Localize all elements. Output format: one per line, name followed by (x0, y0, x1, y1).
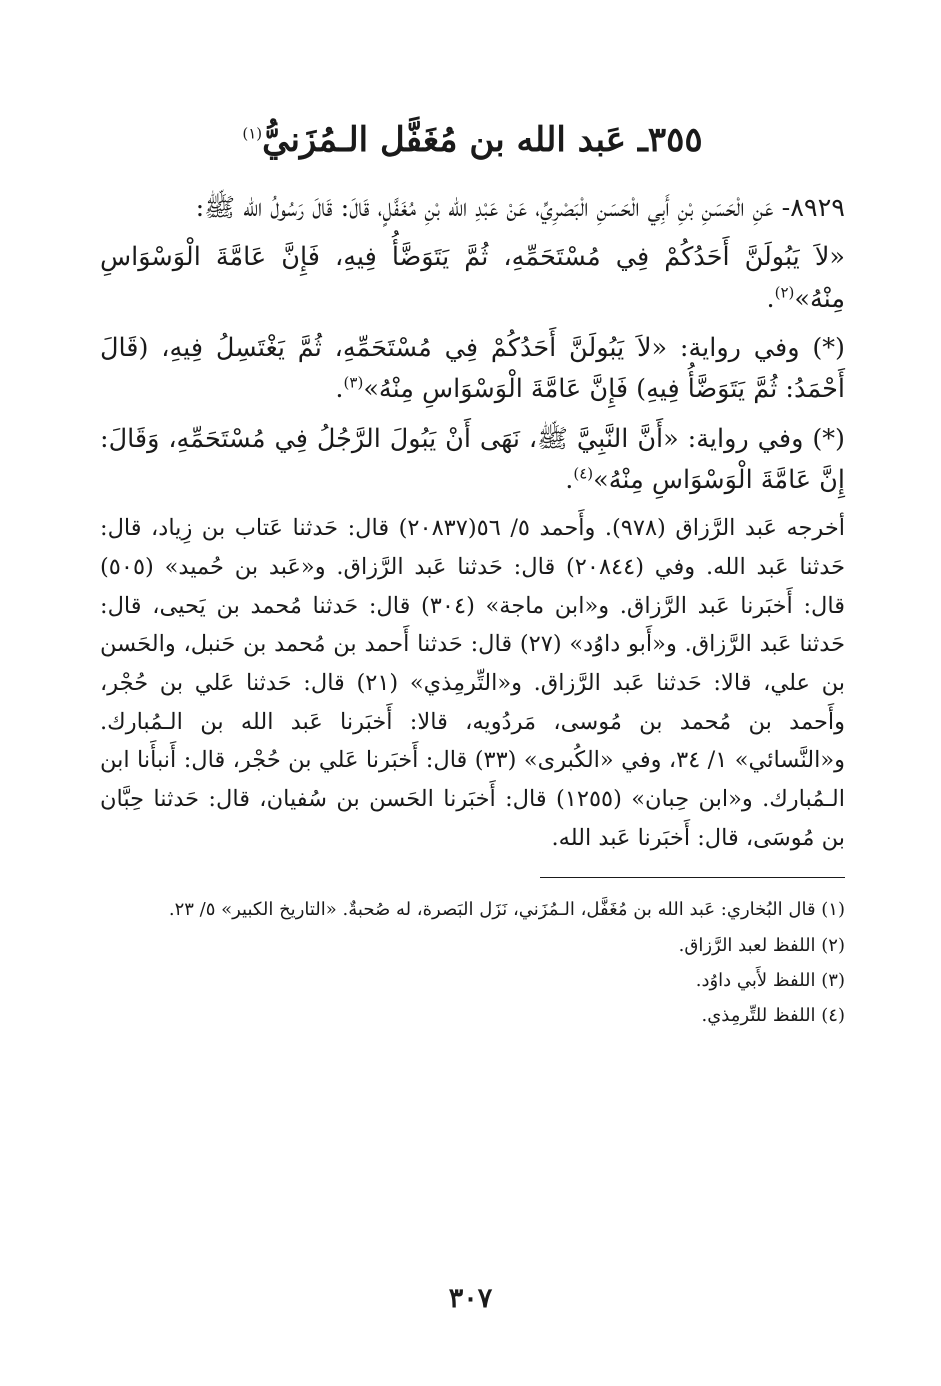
footnote-separator (540, 877, 845, 878)
footnote-3: (٣) اللفظ لأَبي داوُد. (695, 969, 845, 991)
footnote-ref-2: (٢) (774, 283, 795, 302)
footnote-1: (١) قال البُخاري: عَبد الله بن مُغَفَّل، الـمُزَني، نَزَل البَصرة، له صُحبةٌ. «التاريخ الكبير» ٥/ ٢٣. (168, 899, 845, 921)
hadith-isnad: ٨٩٢٩- عَنِ الْحَسَنِ بْنِ أَبِي الْحَسَنِ الْبَصْرِيِّ، عَنْ عَبْدِ الله بْنِ مُغَفَّلٍ، قَالَ: قَالَ رَسُولُ الله ﷺ: (195, 193, 845, 224)
page-number: ٣٠٧ (448, 1283, 493, 1314)
footnote-ref-1: (١) (242, 124, 263, 143)
footnotes (100, 892, 845, 1032)
chapter-title (100, 118, 845, 162)
riwaya-1-text: (*) وفي رواية: «لاَ يَبُولَنَّ أَحَدُكُمْ فِي مُسْتَحَمِّهِ، ثُمَّ يَغْتَسِلُ فِيهِ، (قَالَ أَحْمَدُ: ثُمَّ يَتَوَضَّأُ فِيهِ) فَإِنَّ عَامَّةَ الْوَسْوَاسِ مِنْهُ» (100, 333, 845, 405)
footnote-2: (٢) اللفظ لعبد الرَّزاق. (678, 934, 845, 956)
riwaya-1 (100, 328, 845, 411)
hadith-matn-end: . (766, 283, 775, 314)
hadith-matn (100, 237, 845, 320)
riwaya-2 (100, 419, 845, 502)
chapter-title-text: ٣٥٥ـ عَبد الله بن مُغَفَّل الـمُزَنيُّ (262, 120, 703, 160)
riwaya-2-end: . (565, 464, 574, 495)
riwaya-1-end: . (335, 374, 344, 405)
footnote-ref-4: (٤) (573, 464, 594, 483)
takhrij-paragraph: أخرجه عَبد الرَّزاق (٩٧٨). وأَحمد ٥/ ٥٦(٢٠٨٣٧) قال: حَدثنا عَتاب بن زِياد، قال: حَدثنا عَبد الله. وفي (٢٠٨٤٤) قال: حَدثنا عَبد الرَّزاق. و«عَبد بن حُميد» (٥٠٥) قال: أَخبَرنا عَبد الرَّزاق. و«ابن ماجة» (٣٠٤) قال: حَدثنا مُحمد بن يَحيى، قال: حَدثنا عَبد الرَّزاق. و«أَبو داوُد» (٢٧) قال: حَدثنا أَحمد بن مُحمد بن حَنبل، والحَسن بن علي، قالا: حَدثنا عَبد الرَّزاق. و«التِّرمِذي» (٢١) قال: حَدثنا عَلي بن حُجْر، وأَحمد بن مُحمد بن مُوسى، مَردُويه، قالا: أَخبَرنا عَبد الله بن الـمُبارك. و«النَّسائي» ١/ ٣٤، وفي «الكُبرى» (٣٣) قال: أَخبَرنا عَلي بن حُجْر، قال: أَنبأَنا ابن الـمُبارك. و«ابن حِبان» (١٢٥٥) قال: أَخبَرنا الحَسن بن سُفيان، قال: حَدثنا حِبَّان بن مُوسَى، قال: أَخبَرنا عَبد الله. (100, 515, 846, 851)
footnote-ref-3: (٣) (343, 373, 364, 392)
hadith-matn-text: «لاَ يَبُولَنَّ أَحَدُكُمْ فِي مُسْتَحَمِّهِ، ثُمَّ يَتَوَضَّأُ فِيهِ، فَإِنَّ عَامَّةَ الْوَسْوَاسِ مِنْهُ» (100, 242, 845, 314)
footnote-4: (٤) اللفظ للتِّرمِذي. (701, 1004, 845, 1026)
riwaya-2-text: (*) وفي رواية: «أَنَّ النَّبِيَّ ﷺ، نَهَى أَنْ يَبُولَ الرَّجُلُ فِي مُسْتَحَمِّهِ، وَقَالَ: إِنَّ عَامَّةَ الْوَسْوَاسِ مِنْهُ» (100, 423, 845, 495)
